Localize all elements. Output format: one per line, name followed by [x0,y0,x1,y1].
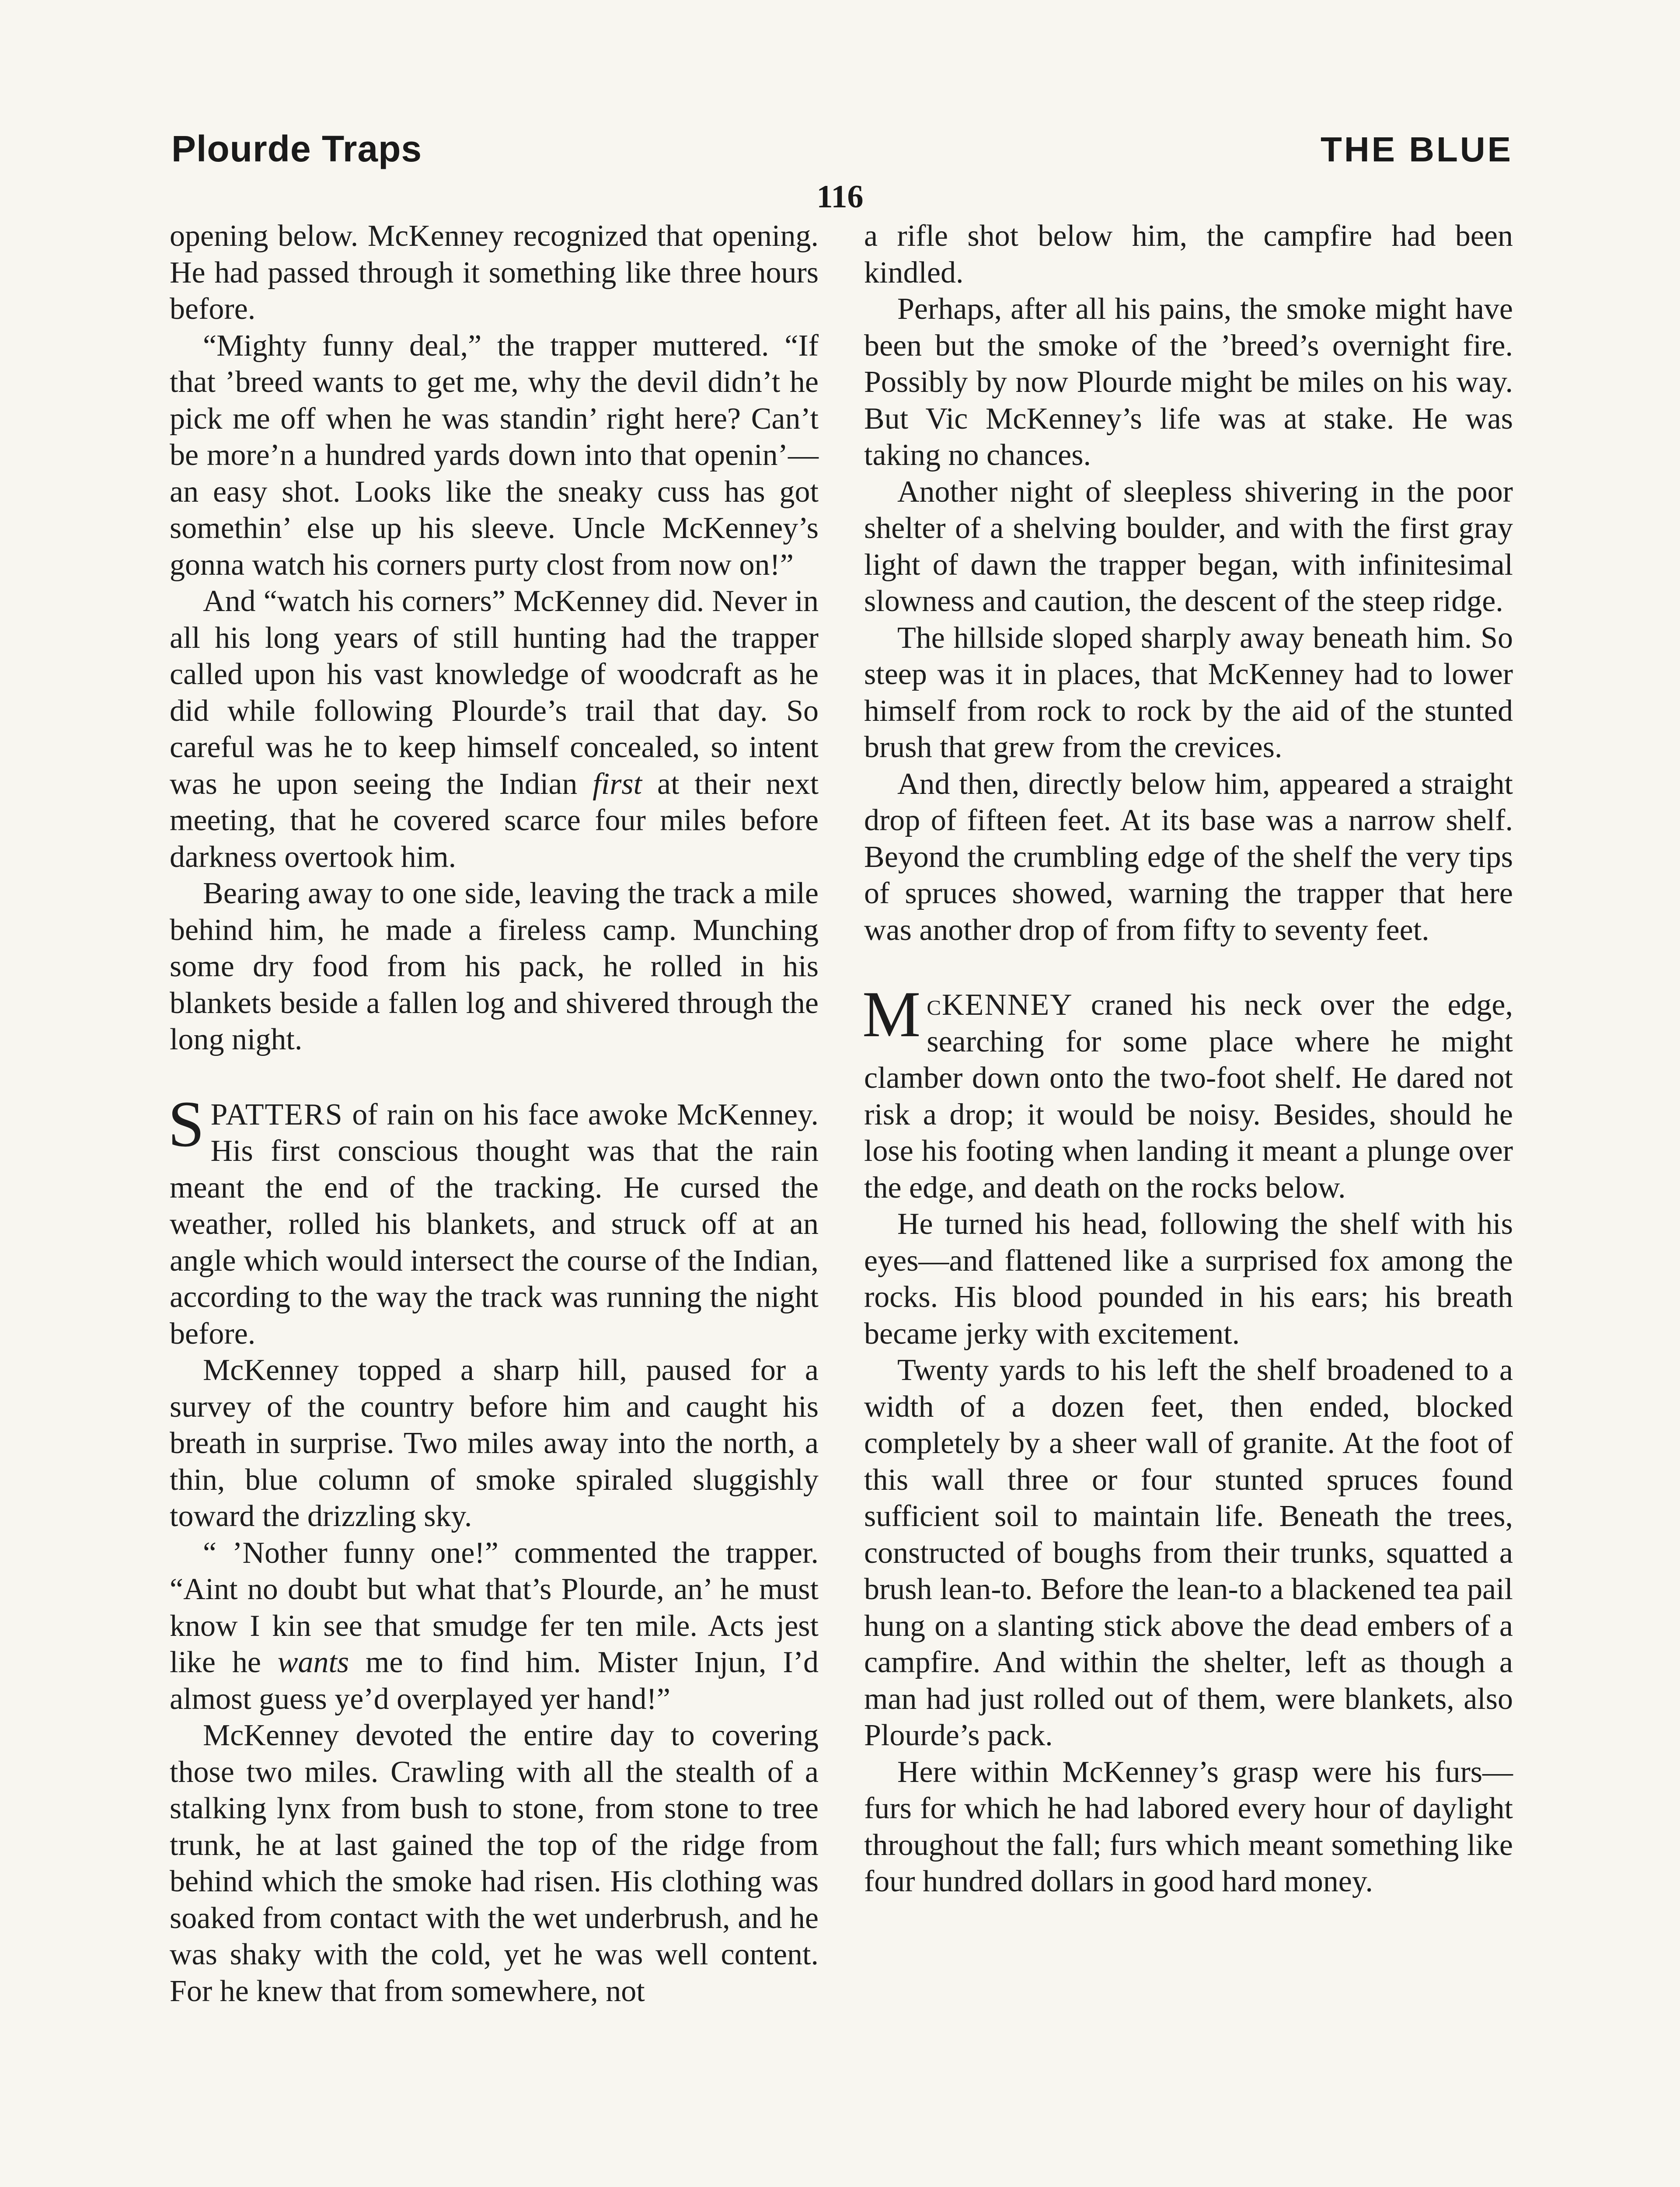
story-title: Plourde Traps [171,128,422,169]
paragraph: And “watch his corners” McKenney did. Never in all his long years of still hunting had the trapper called upon his vast knowledge of woodcraft as he did while following Plourde’s trail that day. So careful was he to keep himself concealed, so intent was he upon seeing the Indian first at their next meeting, that he covered scarce four miles before darkness overtook him. [170,584,819,874]
paragraph: “ ’Nother funny one!” commented the trapper. “Aint no doubt but what that’s Plourde, an’ he must know I kin see that smudge fer ten mile. Acts jest like he wants me to find him. Mister Injun, I’d almost guess ye’d overplayed yer hand!” [170,1536,819,1716]
drop-cap: S [168,1087,205,1160]
paragraph: McKenney devoted the entire day to covering those two miles. Crawling with all the stealth of a stalking lynx from bush to stone, from stone to tree trunk, he at last gained the top of the ridge from behind which the smoke had risen. His clothing was soaked from contact with the wet underbrush, and he was shaky with the cold, yet he was well content. For he knew that from somewhere, not [170,1719,819,2008]
drop-cap: M [862,978,921,1051]
section-opening-paragraph: McKENNEY craned his neck over the edge, searching for some place where he might clamber down onto the two-foot shelf. He dared not risk a drop; it would be noisy. Besides, should he lose his footing when landing it meant a plunge over the edge, and death on the rocks below. [862,978,1513,1205]
paragraph: Another night of sleepless shivering in the poor shelter of a shelving boulder, and with the first gray light of dawn the trapper began, with infinitesimal slowness and caution, the descent of the steep ridge. [864,475,1513,618]
paragraph: And then, directly below him, appeared a straight drop of fifteen feet. At its base was a narrow shelf. Beyond the crumbling edge of the shelf the very tips of spruces showed, warning the trapper that here was another drop of from fifty to seventy feet. [864,767,1513,947]
paragraph: “Mighty funny deal,” the trapper muttered. “If that ’breed wants to get me, why the devil didn’t he pick me off when he was standin’ right here? Can’t be more’n a hundred yards down into that openin’—an easy shot. Looks like the sneaky cuss has got somethin’ else up his sleeve. Uncle McKenney’s gonna watch his corners purty clost from now on!” [170,328,819,582]
section-opening-paragraph: SPATTERS of rain on his face awoke McKenney. His first conscious thought was that the rain meant the end of the tracking. He cursed the weather, rolled his blankets, and struck off at an angle which would intersect the course of the Indian, according to the way the track was running the night before. [168,1087,819,1351]
small-caps-lead: cKENNEY [927,988,1073,1022]
page-number: 116 [816,179,864,215]
magazine-running-head: THE BLUE [1321,130,1513,169]
paragraph: Here within McKenney’s grasp were his furs—furs for which he had labored every hour of daylight throughout the fall; furs which meant something like four hundred dollars in good hard money. [864,1755,1513,1898]
paragraph: The hillside sloped sharply away beneath him. So steep was it in places, that McKenney had to lower himself from rock to rock by the aid of the stunted brush that grew from the crevices. [864,621,1513,764]
small-caps-lead: PATTERS [210,1097,343,1132]
paragraph: He turned his head, following the shelf with his eyes—and flattened like a surprised fox among the rocks. His blood pounded in his ears; his breath became jerky with excitement. [864,1207,1513,1351]
italic-emphasis: first [593,767,642,801]
paragraph: opening below. McKenney recognized that opening. He had passed through it something like three hours before. [170,219,819,326]
paragraph: Perhaps, after all his pains, the smoke might have been but the smoke of the ’breed’s overnight fire. Possibly by now Plourde might be miles on his way. But Vic McKenney’s life was at stake. He was taking no chances. [864,292,1513,472]
paragraph: Bearing away to one side, leaving the track a mile behind him, he made a fireless camp. Munching some dry food from his pack, he rolled in his blankets beside a fallen log and shivered through the long night. [170,877,819,1056]
paragraph: a rifle shot below him, the campfire had been kindled. [864,219,1513,290]
italic-emphasis: wants [277,1645,349,1679]
left-text-column [170,218,819,2009]
paragraph: Twenty yards to his left the shelf broadened to a width of a dozen feet, then ended, blocked completely by a sheer wall of granite. At the foot of this wall three or four stunted spruces found sufficient soil to maintain life. Beneath the trees, constructed of boughs from their trunks, squatted a brush lean-to. Before the lean-to a blackened tea pail hung on a slanting stick above the dead embers of a campfire. And within the shelter, left as though a man had just rolled out of them, were blankets, also Plourde’s pack. [864,1353,1513,1752]
right-text-column [864,218,1513,1900]
paragraph: McKenney topped a sharp hill, paused for a survey of the country before him and caught his breath in surprise. Two miles away into the north, a thin, blue column of smoke spiraled sluggishly toward the drizzling sky. [170,1353,819,1533]
